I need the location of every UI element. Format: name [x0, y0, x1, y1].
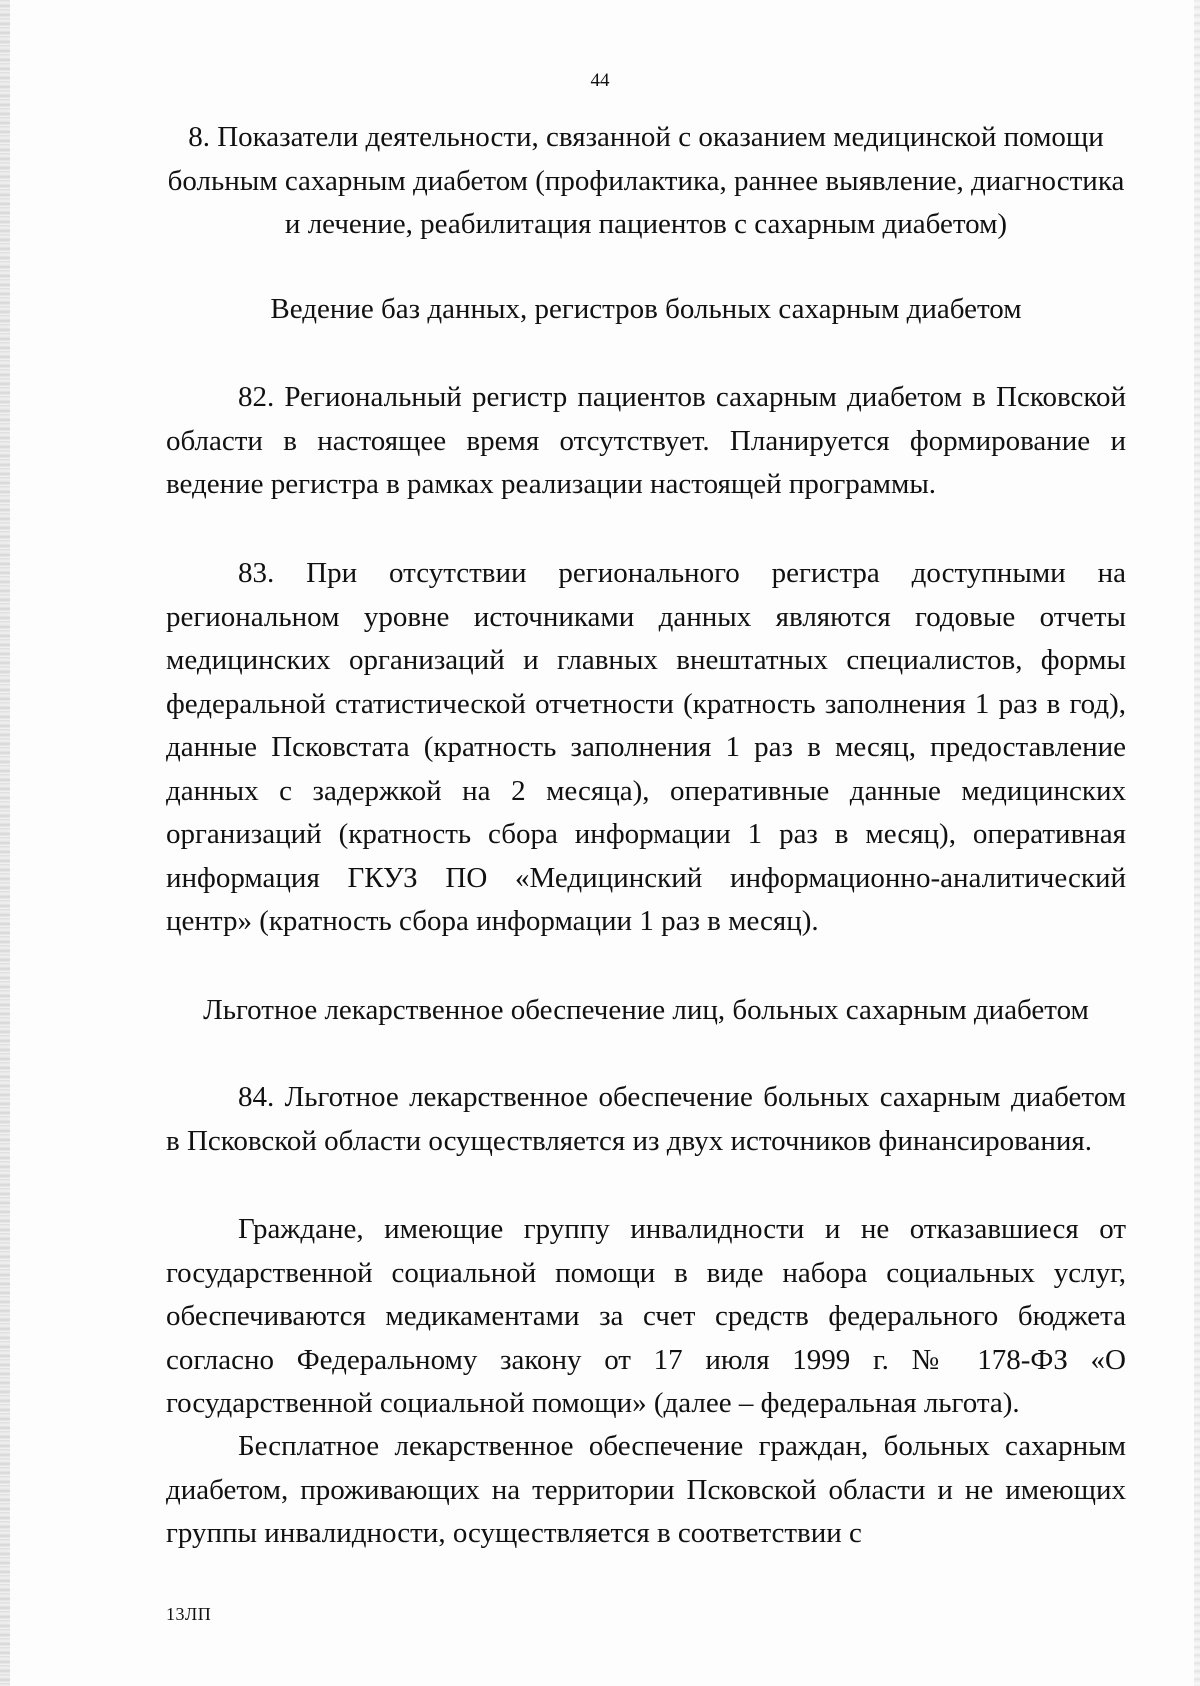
section-heading-drug-provision: Льготное лекарственное обеспечение лиц, больных сахарным диабетом	[203, 994, 1089, 1026]
scan-edge-right	[1194, 0, 1200, 1686]
section-title: 8. Показатели деятельности, связанной с оказанием медицинской помощи больным сахарным диабетом (профилактика, раннее выявление, диагностика и лечение, реабилитация пациентов с сахарным диабетом)	[167, 121, 1125, 240]
paragraph-84: 84. Льготное лекарственное обеспечение больных сахарным диабетом в Псковской области осуществляется из двух источников финансирования.	[166, 1081, 1126, 1157]
paragraph-83: 83. При отсутствии регионального регистра доступными на региональном уровне источниками данных являются годовые отчеты медицинских организаций и главных внештатных специалистов, формы федеральной статистической отчетности (кратность заполнения 1 раз в год), данные Псковстата (кратность заполнения 1 раз в месяц, предоставление данных с задержкой на 2 месяца), оперативные данные медицинских организаций (кратность сбора информации 1 раз в месяц), оперативная информация ГКУЗ ПО «Медицинский информационно-аналитический центр» (кратность сбора информации 1 раз в месяц).	[166, 557, 1126, 937]
scan-edge-left	[0, 0, 10, 1686]
paragraph-82: 82. Региональный регистр пациентов сахарным диабетом в Псковской области в настоящее время отсутствует. Планируется формирование и ведение регистра в рамках реализации настоящей программы.	[166, 381, 1126, 500]
paragraph-84-free-provision: Бесплатное лекарственное обеспечение граждан, больных сахарным диабетом, проживающих на территории Псковской области и не имеющих группы инвалидности, осуществляется в соответствии с	[166, 1430, 1126, 1549]
section-heading-databases: Ведение баз данных, регистров больных сахарным диабетом	[270, 293, 1022, 325]
document-code: 13ЛП	[166, 1604, 212, 1624]
paragraph-84-citizens: Граждане, имеющие группу инвалидности и не отказавшиеся от государственной социальной помощи в виде набора социальных услуг, обеспечиваются медикаментами за счет средств федерального бюджета согласно Федеральному закону от 17 июля 1999 г. № 178-ФЗ «О государственной социальной помощи» (далее – федеральная льгота).	[166, 1213, 1126, 1419]
page-number: 44	[590, 70, 610, 91]
